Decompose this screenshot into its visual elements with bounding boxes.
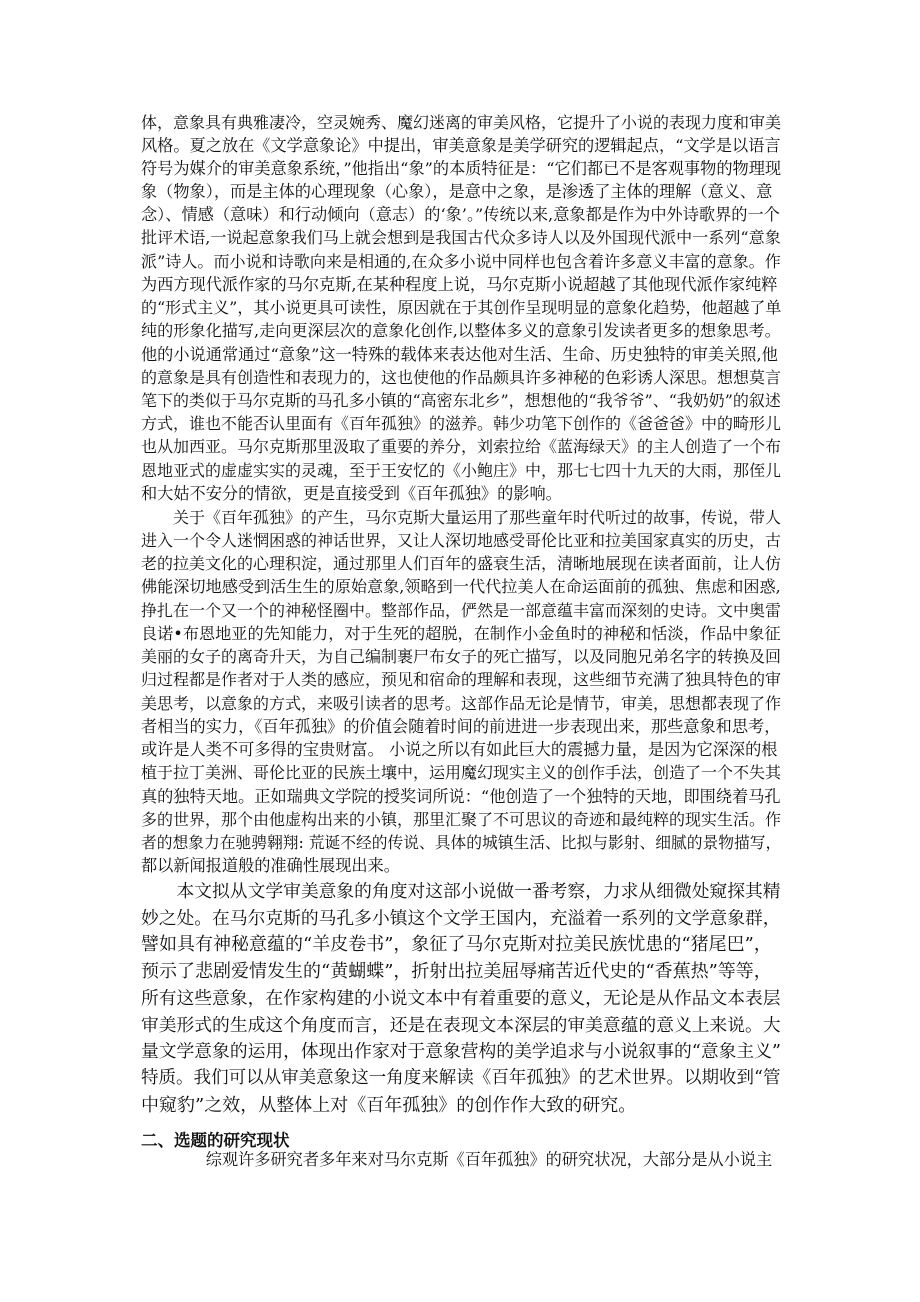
text-line: 良诺•布恩地亚的先知能力，对于生死的超脱，在制作小金鱼时的神秘和恬淡，作品中象征 (141, 624, 781, 643)
text-line: 譬如具有神秘意蕴的“羊皮卷书”，象征了马尔克斯对拉美民族忧患的“猪尾巴”， (141, 934, 772, 955)
text-line: 恩地亚式的虚虚实实的灵魂，至于王安忆的《小鲍庄》中，那七七四十九天的大雨，那侄儿 (141, 461, 782, 480)
text-line: 中窥豹”之效，从整体上对《百年孤独》的创作作大致的研究。 (141, 1095, 637, 1116)
text-line: 的意象是具有创造性和表现力的，这也使他的作品颇具许多神秘的色彩诱人深思。想想莫言 (141, 368, 782, 387)
text-line: 符号为媒介的审美意象系统，”他指出“象”的本质特征是：“它们都已不是客观事物的物理现 (141, 159, 782, 178)
text-line: 佛能深切地感受到活生生的原始意象,领略到一代代拉美人在命运面前的孤独、焦虑和困惑, (141, 577, 781, 596)
text-line: 美思考，以意象的方式，来吸引读者的思考。这部作品无论是情节，审美，思想都表现了作 (141, 694, 782, 713)
text-line: 归过程都是作者对于人类的感应，预见和宿命的理解和表现，这些细节充满了独具特色的审 (141, 670, 782, 689)
text-line: 真的独特天地。正如瑞典文学院的授奖词所说：“他创造了一个独特的天地，即围绕着马孔 (141, 787, 781, 806)
text-line: 和大姑不安分的情欲，更是直接受到《百年孤独》的影响。 (141, 484, 562, 503)
text-line: 者相当的实力，《百年孤独》的价值会随着时间的前进进一步表现出来，那些意象和思考， (141, 717, 781, 736)
text-line: 体，意象具有典雅凄冷，空灵婉秀、魔幻迷离的审美风格，它提升了小说的表现力度和审美 (141, 113, 782, 132)
text-line: 也从加西亚。马尔克斯那里汲取了重要的养分，刘索拉给《蓝海绿天》的主人创造了一个布 (141, 437, 782, 456)
text-line: 纯的形象化描写,走向更深层次的意象化创作,以整体多义的意象引发读者更多的想象思考。 (141, 321, 781, 340)
text-line: 量文学意象的运用，体现出作家对于意象营构的美学追求与小说叙事的“意象主义” (141, 1041, 781, 1062)
text-line: 预示了悲剧爱情发生的“黄蝴蝶”，折射出拉美屈辱痛苦近代史的“香蕉热”等等， (141, 961, 772, 982)
text-line: 美丽的女子的离奇升天，为自己编制裹尸布女子的死亡描写，以及同胞兄弟名字的转换及回 (141, 647, 782, 666)
text-line: 念）、情感（意味）和行动倾向（意志）的‘象’。”传统以来,意象都是作为中外诗歌界的一个 (141, 205, 780, 224)
section-heading: 二、选题的研究现状 (141, 1131, 290, 1150)
text-line: 批评术语,一说起意象我们马上就会想到是我国古代众多诗人以及外国现代派中一系列“意象 (141, 228, 781, 247)
text-line: 的“形式主义”，其小说更具可读性，原因就在于其创作呈现明显的意象化趋势，他超越了单 (141, 298, 782, 317)
text-line: 者的想象力在驰骋翱翔: 荒诞不经的传说、具体的城镇生活、比拟与影射、细腻的景物描写， (141, 833, 782, 852)
text-line: 本文拟从文学审美意象的角度对这部小说做一番考察，力求从细微处窥探其精 (141, 881, 781, 902)
text-line: 特质。我们可以从审美意象这一角度来解读《百年孤独》的艺术世界。以期收到“管 (141, 1068, 781, 1088)
text-line: 为西方现代派作家的马尔克斯,在某种程度上说，马尔克斯小说超越了其他现代派作家纯粹 (141, 275, 778, 294)
text-line: 多的世界，那个由他虚构出来的小镇，那里汇聚了不可思议的奇迹和最纯粹的现实生活。作 (141, 810, 782, 829)
text-line: 植于拉丁美洲、哥伦比亚的民族土壤中，运用魔幻现实主义的创作手法，创造了一个不失其 (141, 763, 782, 782)
text-line: 派”诗人。而小说和诗歌向来是相通的,在众多小说中同样也包含着许多意义丰富的意象。作 (141, 252, 781, 271)
text-line: 关于《百年孤独》的产生，马尔克斯大量运用了那些童年时代听过的故事，传说，带人 (141, 508, 782, 527)
text-line: 审美形式的生成这个角度而言，还是在表现文本深层的审美意蕴的意义上来说。大 (141, 1015, 781, 1036)
text-line: 老的拉美文化的心理积淀，通过那里人们百年的盛衰生活，清晰地展现在读者面前，让人仿 (141, 554, 782, 573)
text-line: 风格。夏之放在《文学意象论》中提出，审美意象是美学研究的逻辑起点，“文学是以语言 (141, 136, 781, 155)
text-line: 所有这些意象，在作家构建的小说文本中有着重要的意义，无论是从作品文本表层 (141, 988, 781, 1009)
text-line: 都以新闻报道般的准确性展现出来。 (141, 856, 400, 875)
text-line: 综观许多研究者多年来对马尔克斯《百年孤独》的研究状况，大部分是从小说主 (141, 1150, 773, 1169)
text-line: 笔下的类似于马尔克斯的马孔多小镇的“高密东北乡”，想想他的“我爷爷”、“我奶奶”的叙述 (141, 391, 781, 410)
text-line: 妙之处。在马尔克斯的马孔多小镇这个文学王国内，充溢着一系列的文学意象群， (141, 908, 781, 929)
text-line: 挣扎在一个又一个的神秘怪圈中。整部作品，俨然是一部意蕴丰富而深刻的史诗。文中奥雷 (141, 601, 782, 620)
text-line: 进入一个令人迷惘困惑的神话世界，又让人深切地感受哥伦比亚和拉美国家真实的历史，古 (141, 531, 782, 550)
text-line: 或许是人类不可多得的宝贵财富。 小说之所以有如此巨大的震撼力量，是因为它深深的根 (141, 740, 778, 759)
text-line: 他的小说通常通过“意象”这一特殊的载体来表达他对生活、生命、历史独特的审美关照,他 (141, 345, 778, 364)
text-line: 象（物象），而是主体的心理现象（心象），是意中之象，是渗透了主体的理解（意义、意 (141, 182, 773, 201)
text-line: 方式，谁也不能否认里面有《百年孤独》的滋养。韩少功笔下创作的《爸爸爸》中的畸形儿 (141, 414, 782, 433)
